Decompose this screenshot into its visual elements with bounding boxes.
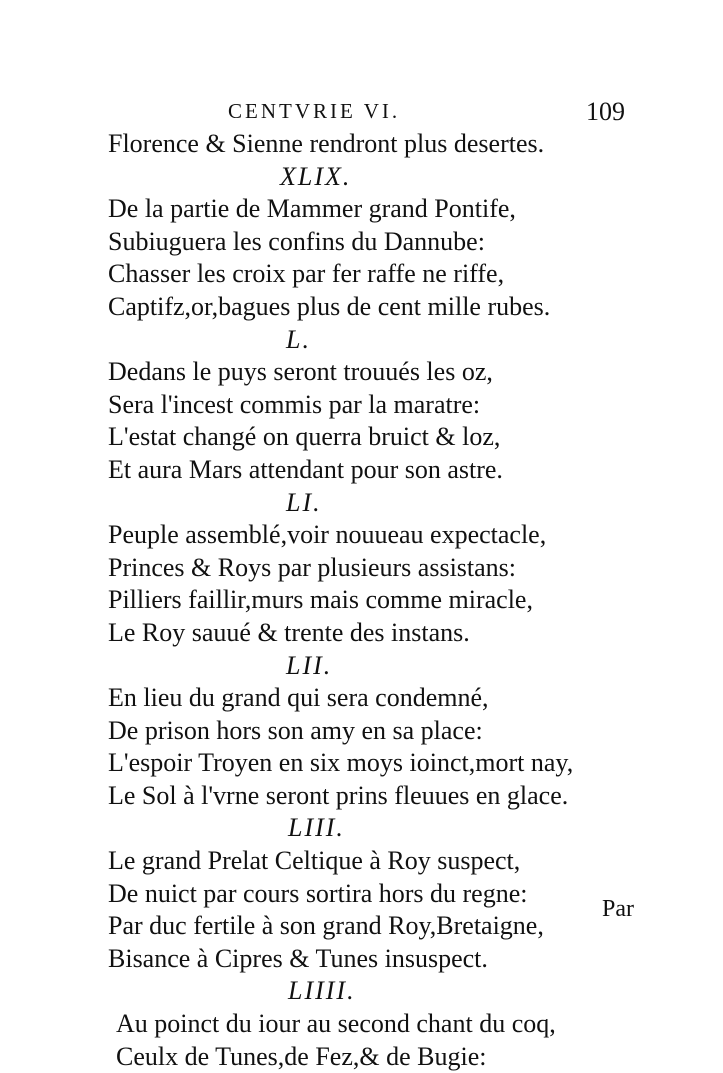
verse-line: En lieu du grand qui sera condemné, xyxy=(108,683,489,713)
verse-line: De prison hors son amy en sa place: xyxy=(108,715,483,745)
verse-line: Par duc fertile à son grand Roy,Bretaigne, xyxy=(108,911,544,941)
quatrain-number: LIII. xyxy=(288,813,345,843)
quatrain-number: LII. xyxy=(286,650,333,680)
quatrain-number: L. xyxy=(286,324,311,354)
verse-line: Sera l'incest commis par la maratre: xyxy=(108,389,481,419)
quatrain-number: LI. xyxy=(286,487,322,517)
verse-line: Subiuguera les confins du Dannube: xyxy=(108,226,485,256)
quatrain-number: LIIII. xyxy=(288,976,356,1006)
verse-line: Le Sol à l'vrne seront prins fleuues en glace. xyxy=(108,780,569,810)
page-number: 109 xyxy=(586,97,625,126)
verse-line: Chasser les croix par fer raffe ne riffe, xyxy=(108,259,505,289)
verse-line: L'espoir Troyen en six moys ioinct,mort nay, xyxy=(108,748,574,778)
verse-line: Le grand Prelat Celtique à Roy suspect, xyxy=(108,846,521,876)
verse-line: Princes & Roys par plusieurs assistans: xyxy=(108,552,517,582)
verse-line: Florence & Sienne rendront plus desertes. xyxy=(108,129,545,158)
running-title: CENTVRIE VI. xyxy=(228,99,401,123)
verse-text-block xyxy=(108,128,598,1073)
verse-line: Et aura Mars attendant pour son astre. xyxy=(108,454,503,484)
verse-line: Le Roy sauué & trente des instans. xyxy=(108,617,470,647)
verse-line: Bisance à Cipres & Tunes insuspect. xyxy=(108,943,488,973)
verse-line: Au poinct du iour au second chant du coq, xyxy=(116,1009,556,1039)
quatrain-number: XLIX. xyxy=(280,161,352,191)
verse-line: Captifz,or,bagues plus de cent mille rubes. xyxy=(108,291,551,321)
verse-line: De la partie de Mammer grand Pontife, xyxy=(108,194,516,224)
verse-line: Peuple assemblé,voir nouueau expectacle, xyxy=(108,520,547,550)
verse-line: Dedans le puys seront trouués les oz, xyxy=(108,357,493,387)
verse-line: L'estat changé on querra bruict & loz, xyxy=(108,422,501,452)
verse-line: Pilliers faillir,murs mais comme miracle, xyxy=(108,585,533,615)
verse-line: Ceulx de Tunes,de Fez,& de Bugie: xyxy=(116,1041,487,1071)
catchword: Par xyxy=(602,896,634,922)
verse-line: De nuict par cours sortira hors du regne: xyxy=(108,878,528,908)
